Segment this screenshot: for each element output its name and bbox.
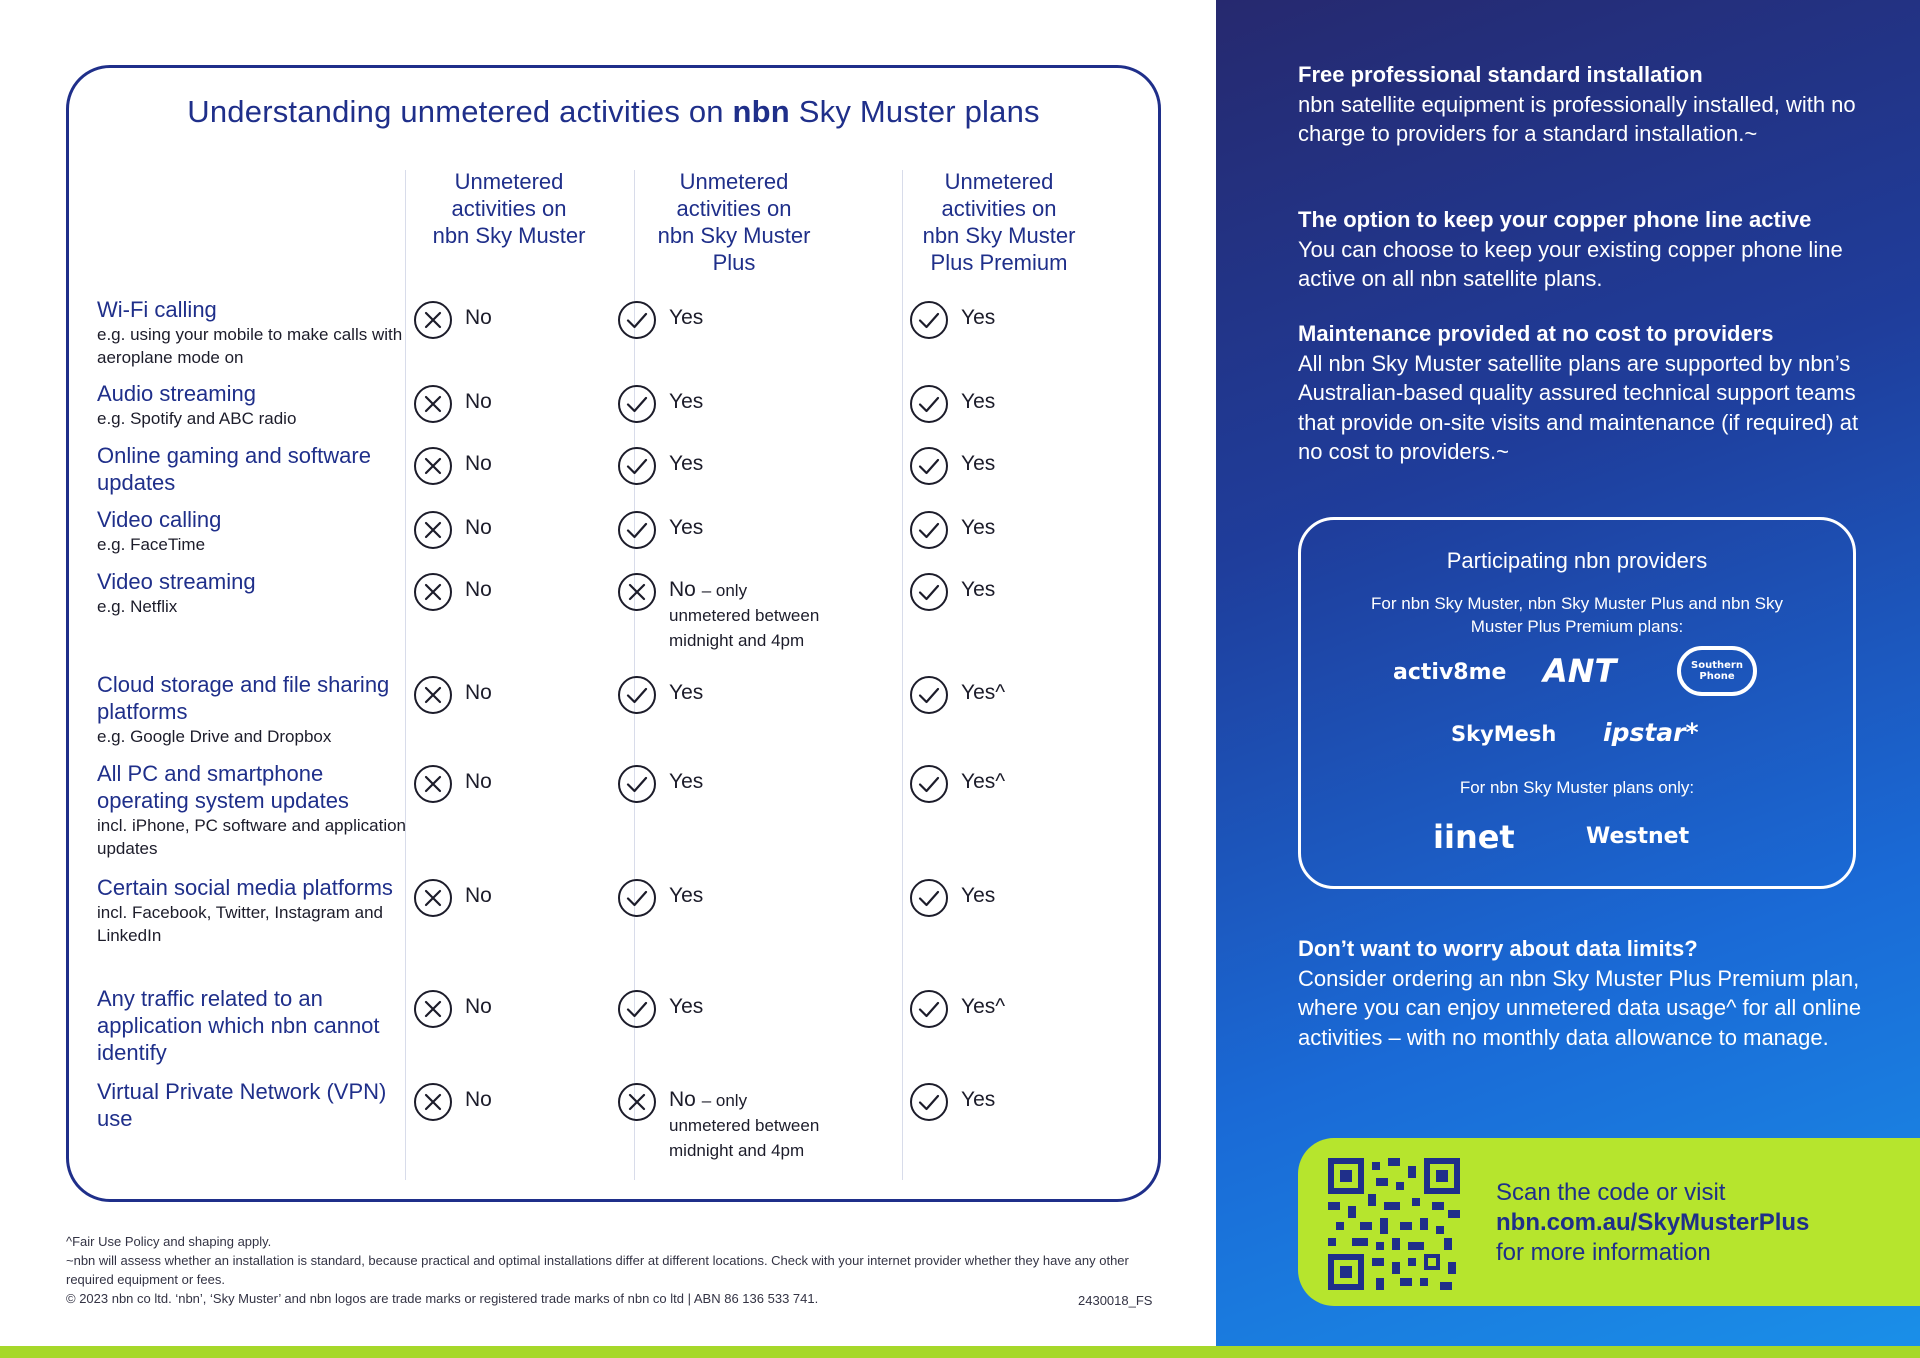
footnote-copyright: © 2023 nbn co ltd. ‘nbn’, ‘Sky Muster’ and nbn logos are trade marks or registered trade marks of nbn co ltd | ABN 86 136 533 741. <box>66 1291 819 1306</box>
cell-value: No <box>669 578 696 601</box>
cell-value: Yes <box>669 516 704 539</box>
row-subtitle: e.g. Google Drive and Dropbox <box>97 727 332 746</box>
table-cell <box>413 878 492 923</box>
providers-box <box>1298 517 1856 889</box>
table-cell <box>413 446 492 491</box>
logo-iinet: iinet <box>1433 818 1515 856</box>
cell-value: No <box>465 995 492 1018</box>
column-header-2: Unmetered activities on nbn Sky Muster Plus <box>657 169 811 275</box>
table-cell <box>413 300 492 345</box>
cell-value: No <box>465 306 492 329</box>
table-cell <box>413 1082 492 1127</box>
row-label <box>97 985 417 1066</box>
logo-skymesh: SkyMesh <box>1451 722 1557 746</box>
feature-data-limits: Don’t want to worry about data limits? Consider ordering an nbn Sky Muster Plus Premium plan, where you can enjoy unmetered data usage^ for all online activities – with no monthly data allowance to manage. <box>1298 936 1862 1050</box>
document-code: 2430018_FS <box>1078 1293 1153 1308</box>
right-panel <box>1216 0 1920 1346</box>
table-cell <box>909 989 1005 1034</box>
row-label <box>97 296 417 369</box>
cell-value: No <box>465 681 492 704</box>
bottom-accent-bar <box>0 1346 1920 1358</box>
check-circle-icon <box>909 572 949 617</box>
cell-value: Yes <box>961 1088 996 1111</box>
table-cell <box>617 989 703 1034</box>
row-title: Any traffic related to an application which nbn cannot identify <box>97 986 380 1065</box>
table-title: Understanding unmetered activities on nbn Sky Muster plans <box>187 94 1040 129</box>
table-cell <box>909 300 995 345</box>
cell-value: Yes <box>669 452 704 475</box>
cell-value: Yes^ <box>961 681 1006 704</box>
column-header-3: Unmetered activities on nbn Sky Muster Plus Premium <box>922 169 1076 275</box>
row-title: All PC and smartphone operating system updates <box>97 761 349 813</box>
table-cell <box>413 989 492 1034</box>
table-cell <box>617 446 703 491</box>
row-subtitle: incl. Facebook, Twitter, Instagram and LinkedIn <box>97 903 383 945</box>
qr-code[interactable] <box>1328 1158 1460 1290</box>
check-circle-icon <box>617 446 657 491</box>
table-cell <box>413 764 492 809</box>
row-label <box>97 671 417 748</box>
cell-value: Yes^ <box>961 995 1006 1018</box>
table-cell <box>909 446 995 491</box>
row-label <box>97 760 417 860</box>
row-subtitle: e.g. FaceTime <box>97 535 206 554</box>
row-subtitle: e.g. Spotify and ABC radio <box>97 409 297 428</box>
providers-title: Participating nbn providers <box>1446 548 1708 573</box>
logo-westnet: Westnet <box>1586 824 1690 849</box>
row-subtitle: incl. iPhone, PC software and application updates <box>97 816 407 858</box>
table-cell <box>617 384 703 429</box>
cross-circle-icon <box>413 764 453 809</box>
cross-circle-icon <box>617 1082 657 1127</box>
table-cell <box>617 675 703 720</box>
check-circle-icon <box>617 989 657 1034</box>
check-circle-icon <box>909 446 949 491</box>
cell-value: Yes <box>961 306 996 329</box>
feature-installation: Free professional standard installation nbn satellite equipment is professionally installed, with no charge to providers for a standard installation.~ <box>1298 62 1856 146</box>
row-label <box>97 506 417 556</box>
column-divider <box>902 170 903 1180</box>
cross-circle-icon <box>413 878 453 923</box>
table-cell <box>413 510 492 555</box>
row-title: Video streaming <box>97 569 256 594</box>
check-circle-icon <box>909 878 949 923</box>
row-title: Certain social media platforms <box>97 875 393 900</box>
cell-value: No <box>465 578 492 601</box>
check-circle-icon <box>617 300 657 345</box>
row-label <box>97 1078 417 1132</box>
table-cell <box>909 675 1005 720</box>
cell-value: No <box>669 1088 696 1111</box>
row-title: Online gaming and software updates <box>97 443 371 495</box>
footnotes <box>66 1232 1166 1308</box>
table-cell <box>909 384 995 429</box>
row-label <box>97 442 417 496</box>
cross-circle-icon <box>617 572 657 617</box>
cell-note: – only unmetered between midnight and 4pm <box>669 581 820 650</box>
cell-value: Yes <box>669 681 704 704</box>
row-subtitle: e.g. Netflix <box>97 597 178 616</box>
table-cell <box>617 1082 829 1163</box>
table-cell <box>413 572 492 617</box>
check-circle-icon <box>617 764 657 809</box>
logo-activ8me: activ8me <box>1393 660 1507 685</box>
cell-value: Yes^ <box>961 770 1006 793</box>
row-label <box>97 380 417 430</box>
cell-value: Yes <box>961 884 996 907</box>
check-circle-icon <box>909 510 949 555</box>
cell-value: No <box>465 884 492 907</box>
cell-value: Yes <box>961 390 996 413</box>
check-circle-icon <box>909 989 949 1034</box>
cell-value: Yes <box>961 578 996 601</box>
cta-url-link[interactable]: nbn.com.au/SkyMusterPlus <box>1496 1209 1810 1236</box>
cell-value: No <box>465 1088 492 1111</box>
table-cell <box>413 384 492 429</box>
cross-circle-icon <box>413 989 453 1034</box>
row-title: Virtual Private Network (VPN) use <box>97 1079 387 1131</box>
table-cell <box>413 675 492 720</box>
table-cell <box>909 572 995 617</box>
cross-circle-icon <box>413 675 453 720</box>
check-circle-icon <box>909 675 949 720</box>
logo-southern-phone: Southern Phone <box>1677 646 1757 696</box>
table-cell <box>909 878 995 923</box>
column-header-1: Unmetered activities on nbn Sky Muster <box>432 169 586 248</box>
cell-value: No <box>465 770 492 793</box>
cta-box <box>1298 1138 1920 1306</box>
row-title: Wi-Fi calling <box>97 297 217 322</box>
row-label <box>97 874 417 947</box>
cross-circle-icon <box>413 384 453 429</box>
table-cell <box>617 510 703 555</box>
footnote-installation: ~nbn will assess whether an installation is standard, because practical and optimal installations differ at different locations. Check with your internet provider whether they have any other required equipment or fees. <box>66 1253 1129 1287</box>
cta-text: Scan the code or visit nbn.com.au/SkyMusterPlus for more information <box>1496 1179 1810 1266</box>
check-circle-icon <box>909 300 949 345</box>
cell-value: No <box>465 516 492 539</box>
check-circle-icon <box>617 384 657 429</box>
check-circle-icon <box>617 878 657 923</box>
cell-value: Yes <box>961 452 996 475</box>
check-circle-icon <box>617 510 657 555</box>
comparison-table <box>66 65 1161 1202</box>
row-subtitle: e.g. using your mobile to make calls with aeroplane mode on <box>97 325 403 367</box>
table-cell <box>617 572 829 653</box>
check-circle-icon <box>909 764 949 809</box>
table-cell <box>909 510 995 555</box>
check-circle-icon <box>909 384 949 429</box>
table-cell <box>909 1082 995 1127</box>
table-cell <box>617 878 703 923</box>
cell-value: Yes <box>669 884 704 907</box>
footnote-fair-use: ^Fair Use Policy and shaping apply. <box>66 1234 272 1249</box>
table-cell <box>909 764 1005 809</box>
cell-value: Yes <box>669 390 704 413</box>
row-title: Cloud storage and file sharing platforms <box>97 672 390 724</box>
row-label <box>97 568 417 618</box>
table-cell <box>617 300 703 345</box>
logo-ant: ANT <box>1543 652 1617 690</box>
table-cell <box>617 764 703 809</box>
cell-value: Yes <box>669 995 704 1018</box>
cross-circle-icon <box>413 300 453 345</box>
cross-circle-icon <box>413 1082 453 1127</box>
cell-value: Yes <box>669 306 704 329</box>
feature-copper-line: The option to keep your copper phone line active You can choose to keep your existing copper phone line active on all nbn satellite plans. <box>1298 207 1843 291</box>
check-circle-icon <box>617 675 657 720</box>
row-title: Audio streaming <box>97 381 256 406</box>
cell-value: No <box>465 452 492 475</box>
cross-circle-icon <box>413 446 453 491</box>
providers-subtitle-only: For nbn Sky Muster plans only: <box>1459 778 1695 797</box>
cell-value: Yes <box>669 770 704 793</box>
cross-circle-icon <box>413 510 453 555</box>
providers-subtitle: For nbn Sky Muster, nbn Sky Muster Plus and nbn Sky Muster Plus Premium plans: <box>1371 594 1783 636</box>
cell-value: Yes <box>961 516 996 539</box>
feature-maintenance: Maintenance provided at no cost to providers All nbn Sky Muster satellite plans are supported by nbn’s Australian-based quality assured technical support teams that provide on-site visits and maintenance (if required) at no cost to providers.~ <box>1298 321 1859 464</box>
logo-ipstar: ipstar* <box>1603 718 1699 747</box>
cell-value: No <box>465 390 492 413</box>
check-circle-icon <box>909 1082 949 1127</box>
row-title: Video calling <box>97 507 222 532</box>
cell-note: – only unmetered between midnight and 4pm <box>669 1091 820 1160</box>
cross-circle-icon <box>413 572 453 617</box>
